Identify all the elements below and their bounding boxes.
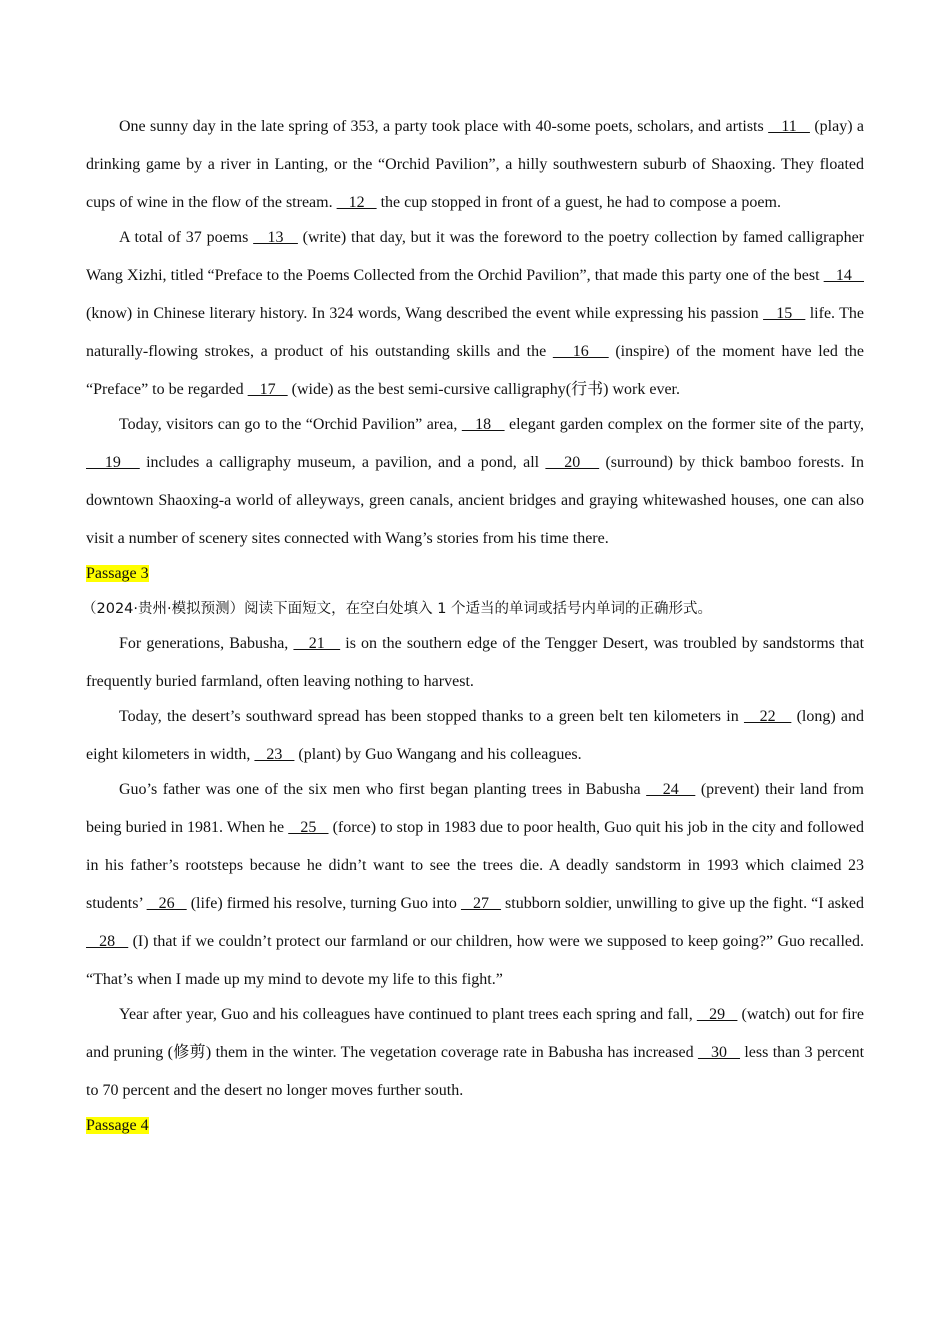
blank-28[interactable]: 28 <box>86 933 129 950</box>
blank-29[interactable]: 29 <box>696 1006 738 1023</box>
text-segment: the cup stopped in front of a guest, he had to compose a poem. <box>376 194 781 211</box>
text-segment: less than 3 percent to 70 percent and the desert no longer moves further south. <box>86 1044 865 1099</box>
blank-30[interactable]: 30 <box>697 1044 741 1061</box>
paragraph <box>86 406 864 558</box>
text-segment: A total of 37 poems <box>119 229 254 246</box>
text-segment: (prevent) their land from being buried in 1981. When he <box>86 781 865 836</box>
blank-21[interactable]: 21 <box>293 635 341 652</box>
text-segment: (wide) as the best semi-cursive calligraphy(行书) work ever. <box>287 381 680 398</box>
text-segment: (inspire) of the moment have led the “Preface” to be regarded <box>86 343 865 398</box>
text-segment: (long) and eight kilometers in width, <box>86 708 865 763</box>
text-segment: stubborn soldier, unwilling to give up the fight. “I asked <box>501 895 865 912</box>
text-segment: (know) in Chinese literary history. In 324 words, Wang described the event while expressing his passion <box>86 305 764 322</box>
text-segment: Today, the desert’s southward spread has been stopped thanks to a green belt ten kilometers in <box>119 708 744 725</box>
text-segment: (I) that if we couldn’t protect our farmland or our children, how were we supposed to keep going?” Guo recalled. “That’s when I made up my mind to devote my life to this fight.” <box>86 933 865 988</box>
passage-3-heading <box>86 555 864 593</box>
text-segment: (write) that day, but it was the foreword to the poetry collection by famed calligrapher Wang Xizhi, titled “Preface to the Poems Collected from the Orchid Pavilion”, that made this party one of the best <box>86 229 865 284</box>
text-segment: Today, visitors can go to the “Orchid Pavilion” area, <box>119 416 462 433</box>
paragraph <box>86 771 864 999</box>
blank-22[interactable]: 22 <box>743 708 792 725</box>
text-segment: (watch) out for fire and pruning (修剪) them in the winter. The vegetation coverage rate in Babusha has increased <box>86 1006 864 1061</box>
blank-27[interactable]: 27 <box>460 895 502 912</box>
text-segment: (life) firmed his resolve, turning Guo into <box>186 895 461 912</box>
text-segment: (surround) by thick bamboo forests. In downtown Shaoxing-a world of alleyways, green canals, ancient bridges and graying whitewashed houses, one can also visit a number of scenery sites connected with Wang’s stories from his time there. <box>86 454 865 547</box>
paragraph <box>86 108 864 222</box>
paragraph <box>86 996 864 1110</box>
text-segment: One sunny day in the late spring of 353, a party took place with 40-some poets, scholars, and artists <box>119 118 769 135</box>
blank-26[interactable]: 26 <box>146 895 187 912</box>
paragraph <box>86 219 864 409</box>
blank-12[interactable]: 12 <box>336 194 377 211</box>
text-segment: (plant) by Guo Wangang and his colleagues. <box>294 746 582 763</box>
blank-24[interactable]: 24 <box>646 781 696 798</box>
blank-14[interactable]: 14 <box>823 267 864 284</box>
passage-3-body <box>86 625 864 1110</box>
blank-20[interactable]: 20 <box>545 454 600 471</box>
blank-25[interactable]: 25 <box>288 819 329 836</box>
blank-17[interactable]: 17 <box>247 381 288 398</box>
document-page <box>82 108 865 1142</box>
text-segment: is on the southern edge of the Tengger Desert, was troubled by sandstorms that frequently buried farmland, often leaving nothing to harvest. <box>86 635 865 690</box>
highlighted-heading: Passage 4 <box>86 1117 149 1134</box>
paragraph <box>86 698 864 774</box>
blank-15[interactable]: 15 <box>763 305 806 322</box>
text-segment: Year after year, Guo and his colleagues have continued to plant trees each spring and fall, <box>119 1006 697 1023</box>
text-segment: (play) a drinking game by a river in Lanting, or the “Orchid Pavilion”, a hilly southwestern suburb of Shaoxing. They floated cups of wine in the flow of the stream. <box>86 118 865 211</box>
blank-18[interactable]: 18 <box>461 416 505 433</box>
passage-3-instruction: （2024·贵州·模拟预测）阅读下面短文，在空白处填入 1 个适当的单词或括号内单词的正确形式。 <box>82 601 713 617</box>
text-segment: (force) to stop in 1983 due to poor health, Guo quit his job in the city and followed in his father’s rootsteps because he didn’t want to see the trees die. A deadly sandstorm in 1993 which claimed 23 students’ <box>86 819 865 912</box>
blank-19[interactable]: 19 <box>86 454 140 471</box>
text-segment: elegant garden complex on the former site of the party, <box>504 416 865 433</box>
blank-23[interactable]: 23 <box>254 746 295 763</box>
passage-2-body <box>86 108 864 558</box>
blank-11[interactable]: 11 <box>768 118 810 135</box>
text-segment: For generations, Babusha, <box>119 635 294 652</box>
paragraph <box>86 625 864 701</box>
highlighted-heading: Passage 3 <box>86 565 149 582</box>
passage-4-heading <box>86 1107 864 1145</box>
blank-16[interactable]: 16 <box>552 343 609 360</box>
blank-13[interactable]: 13 <box>253 229 298 246</box>
text-segment: life. The naturally-flowing strokes, a product of his outstanding skills and the <box>86 305 865 360</box>
text-segment: includes a calligraphy museum, a pavilion, and a pond, all <box>139 454 546 471</box>
text-segment: Guo’s father was one of the six men who first began planting trees in Babusha <box>119 781 647 798</box>
